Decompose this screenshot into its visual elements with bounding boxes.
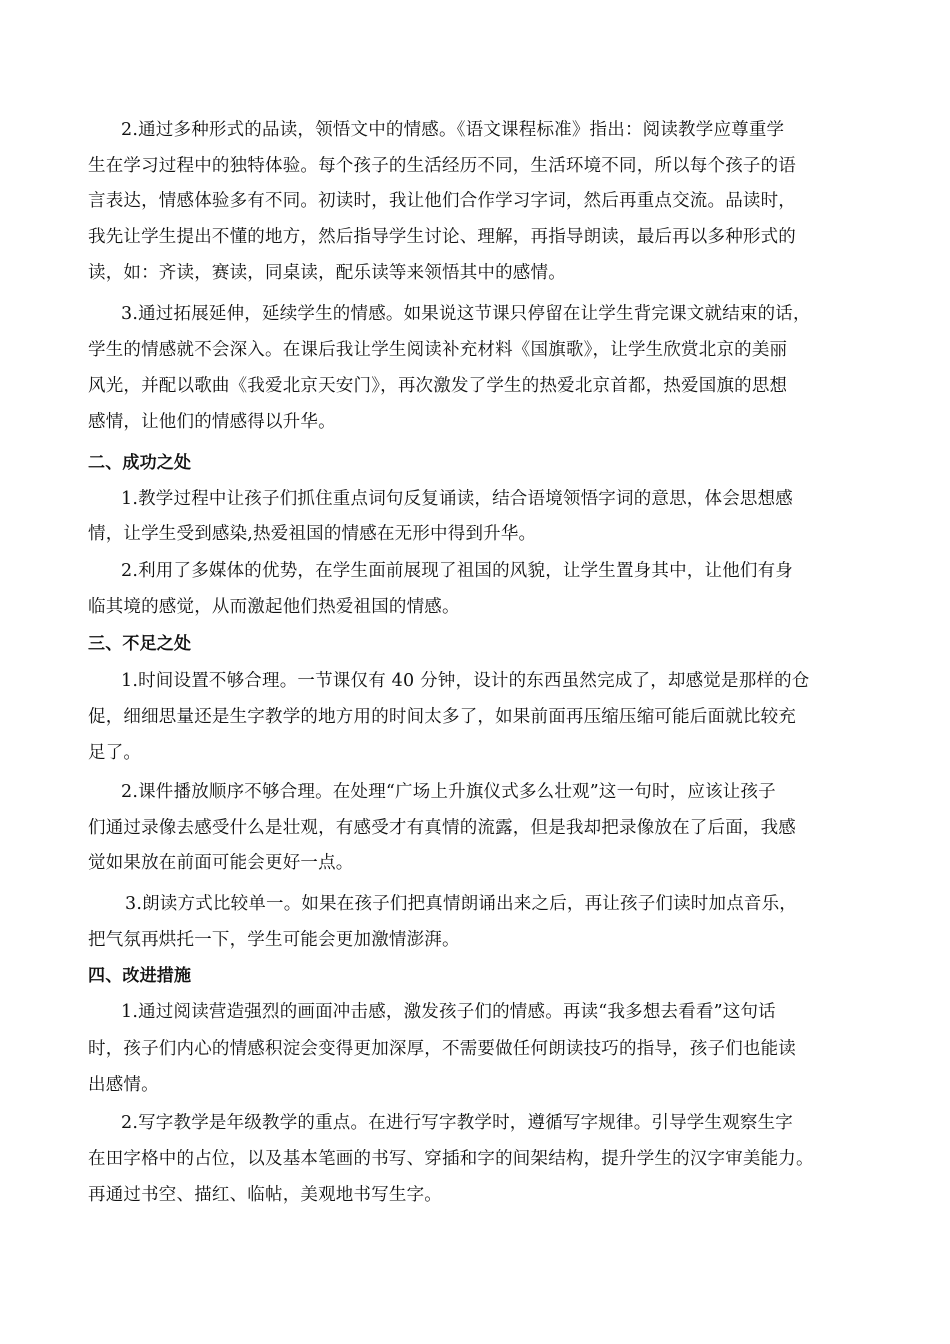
paragraph-line: 2.利用了多媒体的优势，在学生面前展现了祖国的风貌，让学生置身其中，让他们有身 [121, 561, 793, 581]
paragraph-line: 1.时间设置不够合理。一节课仅有 40 分钟，设计的东西虽然完成了，却感觉是那样的仓 [121, 671, 810, 691]
paragraph-line: 把气氛再烘托一下，学生可能会更加激情澎湃。 [88, 930, 460, 950]
paragraph-line: 时，孩子们内心的情感积淀会变得更加深厚，不需要做任何朗读技巧的指导，孩子们也能读 [88, 1039, 796, 1059]
paragraph-line: 情，让学生受到感染,热爱祖国的情感在无形中得到升华。 [88, 524, 537, 544]
paragraph-line: 临其境的感觉，从而激起他们热爱祖国的情感。 [88, 597, 460, 617]
paragraph-line: 促，细细思量还是生字教学的地方用的时间太多了，如果前面再压缩压缩可能后面就比较充 [88, 707, 796, 727]
paragraph-line: 感情，让他们的情感得以升华。 [88, 412, 336, 432]
section-heading-shortcomings: 三、不足之处 [88, 634, 192, 654]
paragraph-line: 觉如果放在前面可能会更好一点。 [88, 853, 354, 873]
section-heading-improvements: 四、改进措施 [88, 966, 192, 986]
paragraph-line: 3.朗读方式比较单一。如果在孩子们把真情朗诵出来之后，再让孩子们读时加点音乐， [125, 894, 797, 914]
paragraph-line: 2.通过多种形式的品读，领悟文中的情感。《语文课程标准》指出：阅读教学应尊重学 [121, 120, 785, 140]
paragraph-line: 我先让学生提出不懂的地方，然后指导学生讨论、理解，再指导朗读，最后再以多种形式的 [88, 227, 796, 247]
paragraph-line: 言表达，情感体验多有不同。初读时，我让他们合作学习字词，然后再重点交流。品读时， [88, 191, 796, 211]
paragraph-line: 3.通过拓展延伸，延续学生的情感。如果说这节课只停留在让学生背完课文就结束的话， [121, 304, 811, 324]
paragraph-line: 1.教学过程中让孩子们抓住重点词句反复诵读，结合语境领悟字词的意思，体会思想感 [121, 489, 793, 509]
paragraph-line: 2.写字教学是年级教学的重点。在进行写字教学时，遵循写字规律。引导学生观察生字 [121, 1113, 793, 1133]
paragraph-line: 读，如：齐读，赛读，同桌读，配乐读等来领悟其中的感情。 [88, 263, 566, 283]
section-heading-success: 二、成功之处 [88, 453, 192, 473]
paragraph-line: 1.通过阅读营造强烈的画面冲击感，激发孩子们的情感。再读“我多想去看看”这句话 [121, 1002, 776, 1022]
paragraph-line: 出感情。 [88, 1075, 159, 1095]
paragraph-line: 足了。 [88, 743, 142, 763]
paragraph-line: 们通过录像去感受什么是壮观，有感受才有真情的流露，但是我却把录像放在了后面，我感 [88, 818, 796, 838]
paragraph-line: 风光，并配以歌曲《我爱北京天安门》，再次激发了学生的热爱北京首都，热爱国旗的思想 [88, 376, 788, 396]
paragraph-line: 学生的情感就不会深入。在课后我让学生阅读补充材料《国旗歌》，让学生欣赏北京的美丽 [88, 340, 788, 360]
paragraph-line: 生在学习过程中的独特体验。每个孩子的生活经历不同，生活环境不同，所以每个孩子的语 [88, 156, 796, 176]
paragraph-line: 2.课件播放顺序不够合理。在处理“广场上升旗仪式多么壮观”这一句时，应该让孩子 [121, 782, 776, 802]
paragraph-line: 再通过书空、描红、临帖，美观地书写生字。 [88, 1185, 442, 1205]
paragraph-line: 在田字格中的占位，以及基本笔画的书写、穿插和字的间架结构，提升学生的汉字审美能力。 [88, 1149, 814, 1169]
